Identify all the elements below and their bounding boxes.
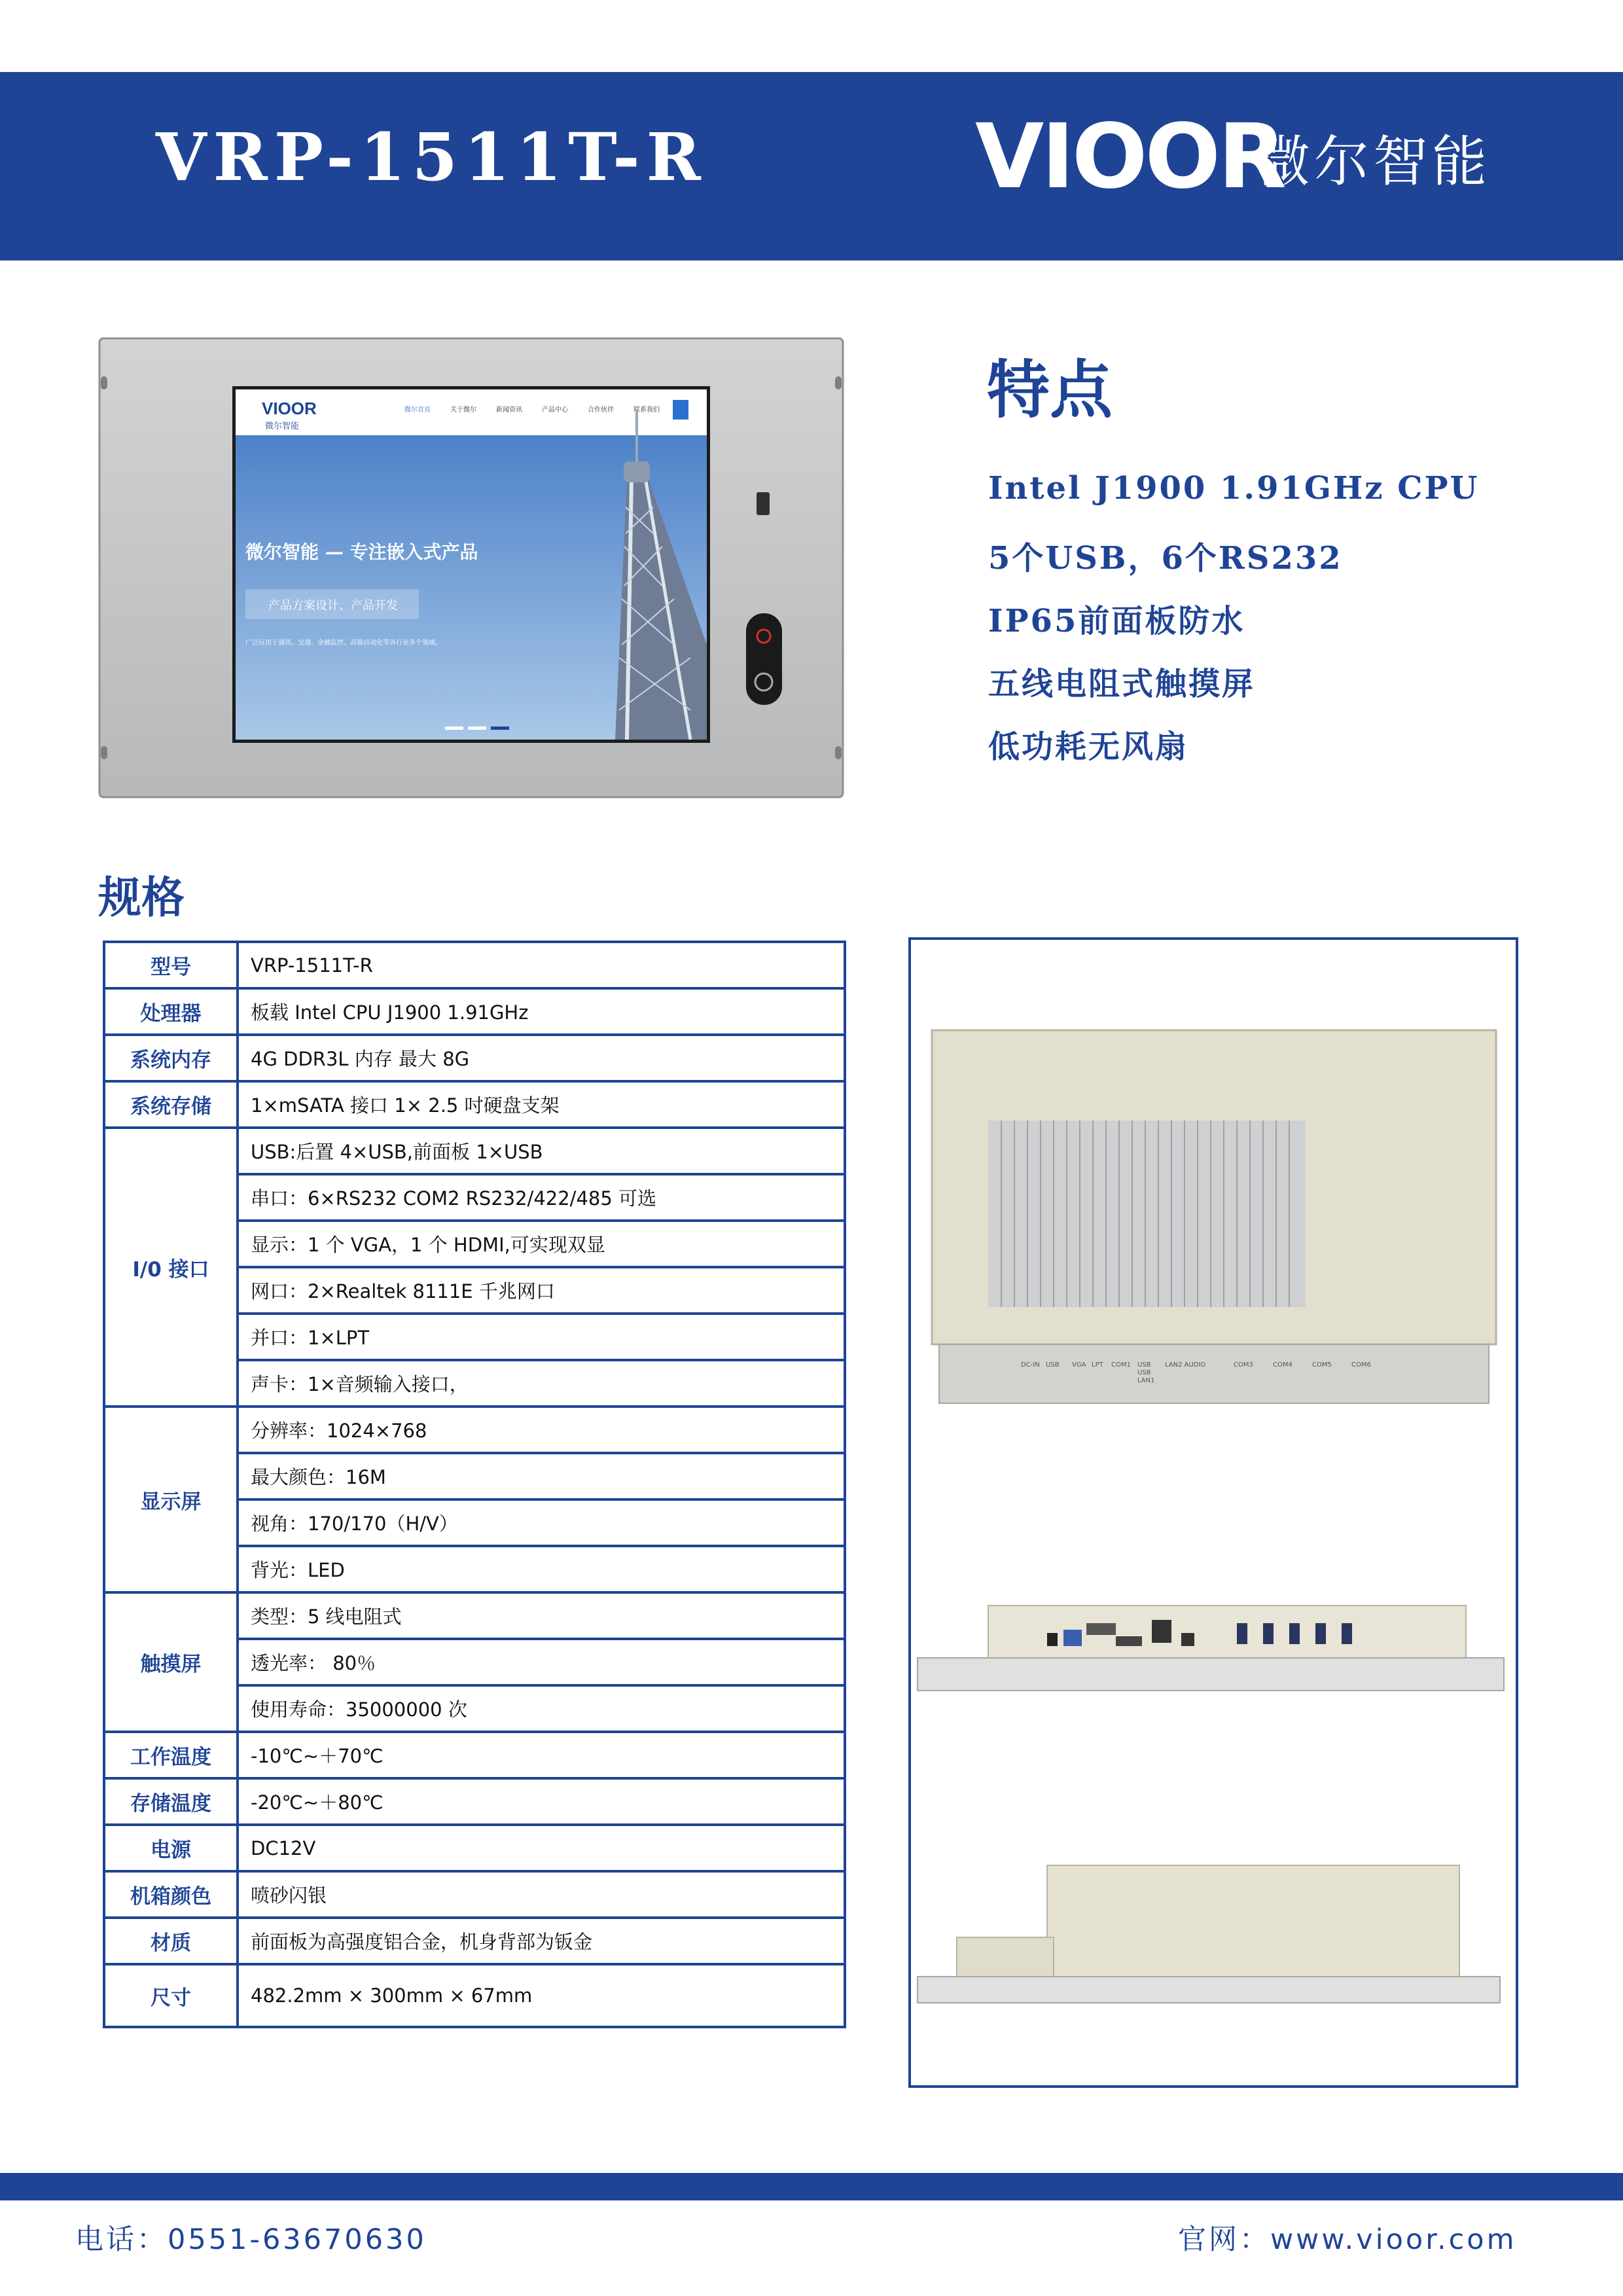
spec-value: 串口：6×RS232 COM2 RS232/422/485 可选 xyxy=(238,1174,845,1221)
feature-item: 5个USB，6个RS232 xyxy=(988,540,1343,577)
spec-value: DC12V xyxy=(238,1825,845,1871)
brand-logo: VIOOR xyxy=(975,105,1284,209)
screen-nav-item: 关于微尔 xyxy=(450,406,476,414)
footer-website[interactable]: 官网：www.vioor.com xyxy=(1178,2223,1517,2256)
brand-logo-cn: 微尔智能 xyxy=(1255,130,1491,194)
port-label: COM6 xyxy=(1351,1361,1371,1369)
spec-value: 分辨率：1024×768 xyxy=(238,1407,845,1453)
port-label: COM4 xyxy=(1273,1361,1293,1369)
screen-nav-item: 新闻资讯 xyxy=(496,406,522,414)
spec-value: -20℃~＋80℃ xyxy=(238,1778,845,1825)
spec-value: 背光：LED xyxy=(238,1546,845,1592)
table-row xyxy=(104,1778,845,1825)
port-label: LAN1 xyxy=(1137,1377,1155,1384)
spec-key: 机箱颜色 xyxy=(104,1871,238,1918)
model-title: VRP-1511T-R xyxy=(156,118,707,196)
spec-value: 类型：5 线电阻式 xyxy=(238,1592,845,1639)
spec-value: 网口：2×Realtek 8111E 千兆网口 xyxy=(238,1267,845,1314)
spec-key: 显示屏 xyxy=(104,1407,238,1592)
screen-nav-item: 微尔首页 xyxy=(404,406,431,414)
table-row xyxy=(104,1407,845,1453)
table-row xyxy=(104,1081,845,1128)
table-row xyxy=(104,1035,845,1081)
spec-key: 系统内存 xyxy=(104,1035,238,1081)
screen-nav-item: 联系我们 xyxy=(633,406,660,414)
table-row xyxy=(104,1871,845,1918)
spec-key: 工作温度 xyxy=(104,1732,238,1778)
feature-item: 五线电阻式触摸屏 xyxy=(988,666,1256,702)
product-io-side-image xyxy=(916,1600,1505,1698)
table-row xyxy=(104,1825,845,1871)
screen-search-icon xyxy=(673,400,688,420)
screen-headline: 微尔智能 — 专注嵌入式产品 xyxy=(245,541,478,563)
spec-value: 喷砂闪银 xyxy=(238,1871,845,1918)
screen-logo-cn: 微尔智能 xyxy=(265,422,300,431)
footer-bar xyxy=(0,2173,1623,2200)
spec-key: 存储温度 xyxy=(104,1778,238,1825)
port-label: USB xyxy=(1046,1361,1060,1369)
product-side-image xyxy=(916,1862,1505,2009)
table-row xyxy=(104,988,845,1035)
spec-key: I/0 接口 xyxy=(104,1128,238,1407)
spec-key: 尺寸 xyxy=(104,1964,238,2027)
spec-key: 型号 xyxy=(104,942,238,988)
spec-value: 4G DDR3L 内存 最大 8G xyxy=(238,1035,845,1081)
port-label: COM5 xyxy=(1312,1361,1332,1369)
spec-value: 使用寿命：35000000 次 xyxy=(238,1685,845,1732)
spec-table xyxy=(103,941,846,2028)
table-row xyxy=(104,942,845,988)
product-back-image xyxy=(929,1028,1499,1407)
spec-value: 最大颜色：16M xyxy=(238,1453,845,1499)
table-row xyxy=(104,1918,845,1964)
spec-title: 规格 xyxy=(98,872,185,923)
spec-value: 并口：1×LPT xyxy=(238,1314,845,1360)
spec-key: 处理器 xyxy=(104,988,238,1035)
spec-value: 显示：1 个 VGA，1 个 HDMI,可实现双显 xyxy=(238,1221,845,1267)
spec-value: 透光率： 80％ xyxy=(238,1639,845,1685)
spec-value: 482.2mm × 300mm × 67mm xyxy=(238,1964,845,2027)
spec-value: -10℃~＋70℃ xyxy=(238,1732,845,1778)
table-row xyxy=(104,1592,845,1639)
feature-item: Intel J1900 1.91GHz CPU xyxy=(988,470,1480,507)
screen-subtext: 广泛应用于通讯、交通、金融监控、高端自动化等各行业多个领域。 xyxy=(245,639,442,647)
port-label: LAN2 AUDIO xyxy=(1165,1361,1206,1369)
port-label: COM3 xyxy=(1234,1361,1253,1369)
port-label: USB xyxy=(1137,1361,1151,1369)
usb-port-icon xyxy=(757,492,770,515)
spec-key: 电源 xyxy=(104,1825,238,1871)
screen-nav-item: 产品中心 xyxy=(542,406,568,414)
spec-key: 材质 xyxy=(104,1918,238,1964)
table-row xyxy=(104,1964,845,2027)
port-label: VGA xyxy=(1072,1361,1086,1369)
spec-value: 板载 Intel CPU J1900 1.91GHz xyxy=(238,988,845,1035)
spec-key: 系统存储 xyxy=(104,1081,238,1128)
port-label: COM1 xyxy=(1111,1361,1131,1369)
spec-value: USB:后置 4×USB,前面板 1×USB xyxy=(238,1128,845,1174)
port-label: LPT xyxy=(1092,1361,1103,1369)
table-row xyxy=(104,1128,845,1174)
screen-nav-item: 合作伙伴 xyxy=(588,406,614,414)
screen-button: 产品方案设计、产品开发 xyxy=(268,599,398,613)
product-front-image xyxy=(98,337,844,798)
spec-value: 声卡：1×音频输入接口， xyxy=(238,1360,845,1407)
table-row xyxy=(104,1732,845,1778)
features-title: 特点 xyxy=(987,353,1113,427)
port-label: DC-IN xyxy=(1021,1361,1040,1369)
port-label: USB xyxy=(1137,1369,1151,1376)
feature-item: 低功耗无风扇 xyxy=(988,728,1189,765)
spec-value: 1×mSATA 接口 1× 2.5 吋硬盘支架 xyxy=(238,1081,845,1128)
spec-value: 前面板为高强度铝合金，机身背部为钣金 xyxy=(238,1918,845,1964)
screen-logo: VIOOR xyxy=(262,399,317,418)
spec-value: 视角：170/170（H/V） xyxy=(238,1499,845,1546)
footer-phone: 电话：0551-63670630 xyxy=(75,2223,427,2256)
spec-value: VRP-1511T-R xyxy=(238,942,845,988)
spec-key: 触摸屏 xyxy=(104,1592,238,1732)
feature-item: IP65前面板防水 xyxy=(988,603,1245,639)
